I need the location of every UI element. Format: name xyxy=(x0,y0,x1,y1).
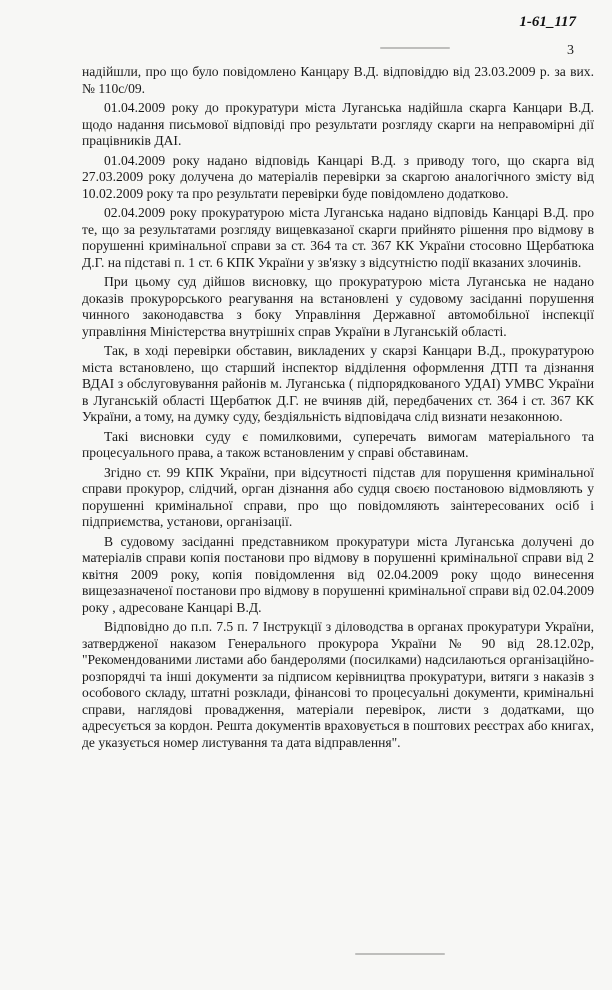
paragraph: В судовому засіданні представником прокуратури міста Луганська долучені до матеріалів справи копія постанови про відмову в порушенні кримінальної справи від 2 квітня 2009 року, копія повідомлення від 02.04.2009 року щодо винесення вищезазначеної постанови про відмову в порушенні кримінальної справи від 02.04.2009 року , адресоване Канцарі В.Д. xyxy=(82,533,594,615)
paragraph: 02.04.2009 року прокуратурою міста Луганська надано відповідь Канцарі В.Д. про те, що за результатами розгляду вищевказаної скарги прийнято рішення про відмову в порушенні кримінальної справи за ст. 364 та ст. 367 КК України стосовно Щербатюка Д.Г. на підставі п. 1 ст. 6 КПК України у зв'язку з відсутністю події вказаних злочинів. xyxy=(82,205,594,270)
paragraph: Відповідно до п.п. 7.5 п. 7 Інструкції з діловодства в органах прокуратури України, затвердженої наказом Генерального прокурора України № 90 від 28.12.02р, "Рекомендованими листами або бандеролями (посилками) надсилаються організаційно-розпорядчі та інші документи за підписом керівництва прокуратури, витяги з наказів з особового складу, штатні розклади, фінансові то процесуальні документи, кримінальні справи, наглядові провадження, матеріали перевірок, листи з додатками, що адресується за кордон. Решта документів враховується в поштових реєстрах або книгах, де указується номер листування та дата відправлення". xyxy=(82,619,594,750)
paragraph: надійшли, про що було повідомлено Канцару В.Д. відповіддю від 23.03.2009 р. за вих. № 110с/09. xyxy=(82,64,594,96)
page-number: 3 xyxy=(567,43,574,58)
paragraph: При цьому суд дійшов висновку, що прокуратурою міста Луганська не надано доказів прокурорського реагування на встановлені у судовому засіданні порушення чинного законодавства з боку Управління Державної автомобільної інспекції управління Міністерства внутрішніх справ України в Луганській області. xyxy=(82,274,594,339)
paragraph: 01.04.2009 року до прокуратури міста Луганська надійшла скарга Канцари В.Д. щодо надання письмової відповіді про результати розгляду скарги на неправомірні дії працівників ДАІ. xyxy=(82,100,594,148)
paragraph: Так, в ході перевірки обставин, викладених у скарзі Канцари В.Д., прокуратурою міста встановлено, що старший інспектор відділення оформлення ДТП та дізнання ВДАІ з обслуговування районів м. Луганська ( підпорядкованого УДАІ) УМВС України в Луганській області Щербатюк Д.Г. не вчиняв дій, передбачених ст. 364 і ст. 367 КК України, а тому, на думку суду, бездіяльність відповідача слід визнати незаконною. xyxy=(82,343,594,424)
paragraph: Згідно ст. 99 КПК України, при відсутності підстав для порушення кримінальної справи прокурор, слідчий, орган дізнання або судця своєю постановою відмовляють у порушенні кримінальної справи, про що повідомляють заінтересованих осіб і підприємства, установи, організації. xyxy=(82,464,594,529)
document-body xyxy=(82,64,594,754)
scan-artifact xyxy=(355,953,445,955)
scan-artifact xyxy=(380,47,450,49)
paragraph: Такі висновки суду є помилковими, суперечать вимогам матеріального та процесуального права, а також встановленим у справі обставинам. xyxy=(82,428,594,460)
case-number: 1-61_117 xyxy=(519,14,576,30)
paragraph: 01.04.2009 року надано відповідь Канцарі В.Д. з приводу того, що скарга від 27.03.2009 року долучена до матеріалів перевірки за скаргою аналогічного змісту від 10.02.2009 року та про результати перевірки буде повідомлено додатково. xyxy=(82,152,594,201)
